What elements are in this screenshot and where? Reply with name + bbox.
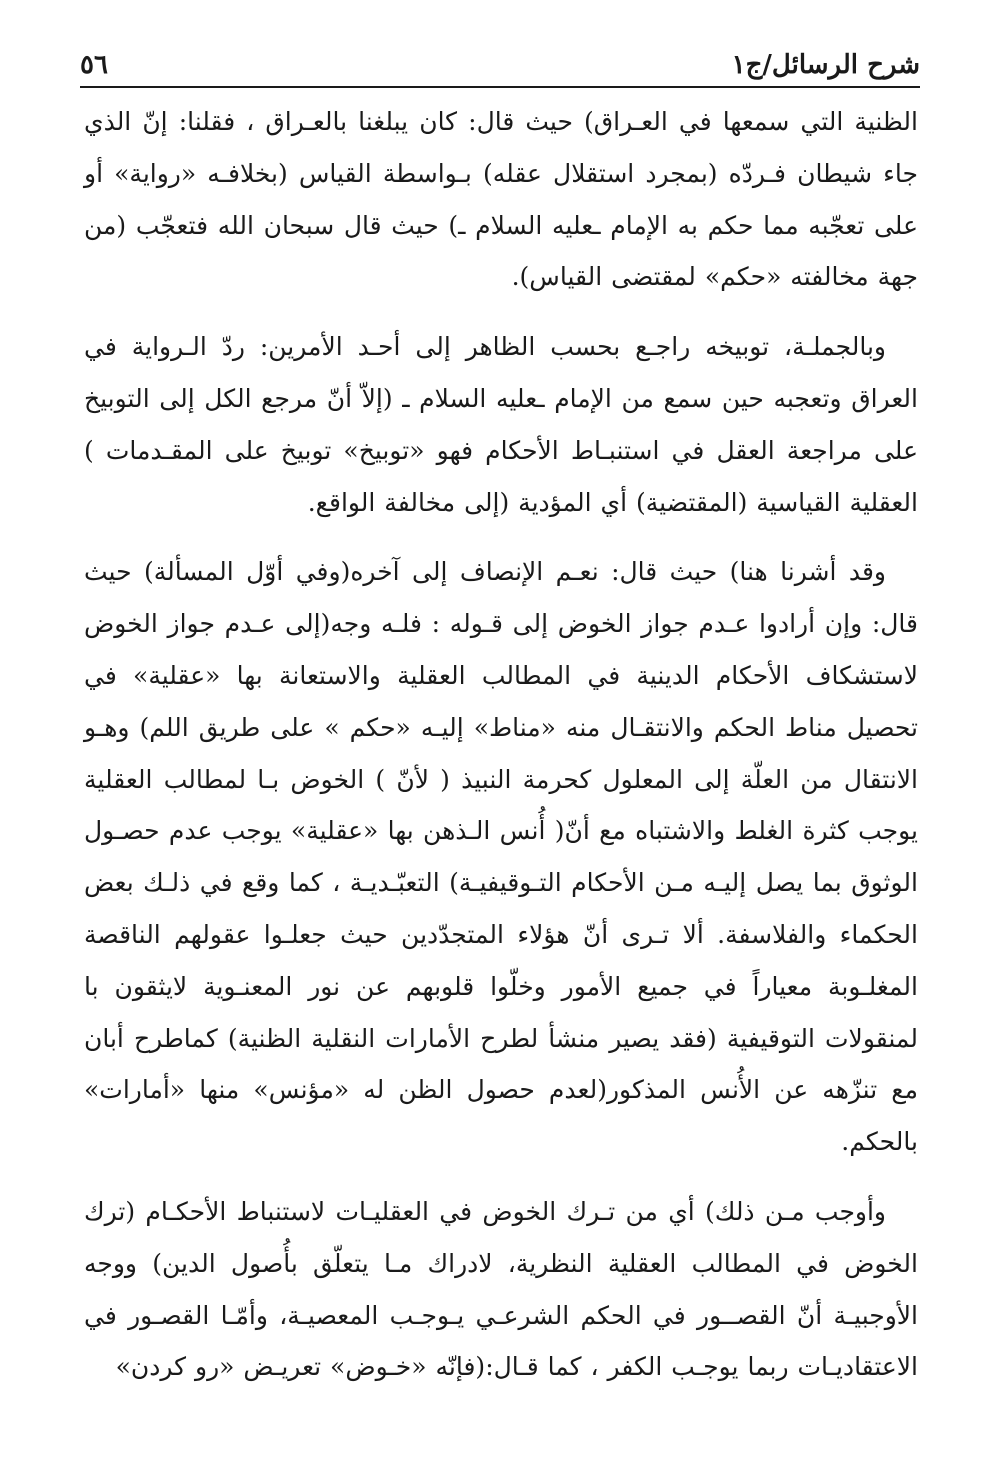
page-number: ٥٦ bbox=[80, 50, 108, 80]
paragraph: وقد أشرنا هنا) حيث قال: نعـم الإنصاف إلى آخره(وفي أوّل المسألة) حيث قال: وإن أرادوا عـدم جواز الخوض إلى قـوله : فلـه وجه(إلى عـدم جواز الخوض لاستشكاف الأحكام الدينية في المطالب العقلية والاستعانة بها «عقلية» في تحصيل مناط الحكم والانتقـال منه «مناط» إليـه «حكم » على طريق اللم) وهـو الانتقال من العلّة إلى المعلول كحرمة النبيذ ( لأنّ ) الخوض بـا لمطالب العقلية يوجب كثرة الغلط والاشتباه مع أنّ( أُنس الـذهن بها «عقلية» يوجب عدم حصـول الوثوق بما يصل إليـه مـن الأحكام التـوقيفيـة) التعبّـديـة ، كما وقع في ذلـك بعض الحكماء والفلاسفة. ألا تـرى أنّ هؤلاء المتجدّدين حيث جعلـوا عقولهم الناقصة المغلـوبة معياراً في جميع الأمور وخلّوا قلوبهم عن نور المعنـوية لايثقون با لمنقولات التوقيفية (فقد يصير منشأ لطرح الأمارات النقلية الظنية) كماطرح أبان مع تنزّهه عن الأُنس المذكور(لعدم حصول الظن له «مؤنس» منها «أمارات» بالحكم. bbox=[84, 557, 918, 1157]
running-header bbox=[80, 30, 920, 88]
paragraph: الظنية التي سمعها في العـراق) حيث قال: كان يبلغنا بالعـراق ، فقلنا: إنّ الذي جاء شيطان فـردّه (بمجرد استقلال عقله) بـواسطة القياس (بخلافـه «رواية» أو على تعجّبه مما حكم به الإمام ـعليه السلام ـ) حيث قال سبحان الله فتعجّب (من جهة مخالفته «حكم» لمقتضى القياس). bbox=[84, 107, 918, 292]
paragraph: وبالجملـة، توبيخه راجـع بحسب الظاهر إلى أحـد الأمرين: ردّ الـرواية في العراق وتعجبه حين سمع من الإمام ـعليه السلام ـ (إلاّ أنّ مرجع الكل إلى التوبيخ على مراجعة العقل في استنبـاط الأحكام فهو «توبيخ» توبيخ على المقـدمات ) العقلية القياسية (المقتضية) أي المؤدية (إلى مخالفة الواقع. bbox=[84, 332, 918, 517]
paragraph: وأوجب مـن ذلك) أي من تـرك الخوض في العقليـات لاستنباط الأحكـام (ترك الخوض في المطالب العقلية النظرية، لادراك مـا يتعلّق بأُصول الدين) ووجه الأوجبيـة أنّ القصــور في الحكم الشرعـي يـوجـب المعصيـة، وأمّـا القصـور في الاعتقاديـات ربما يوجـب الكفر ، كما قـال:(فإنّه «خـوض» تعريـض «رو كردن» bbox=[84, 1196, 918, 1382]
body-text bbox=[84, 96, 918, 1411]
running-title: شرح الرسائل/ج١ bbox=[731, 50, 920, 80]
